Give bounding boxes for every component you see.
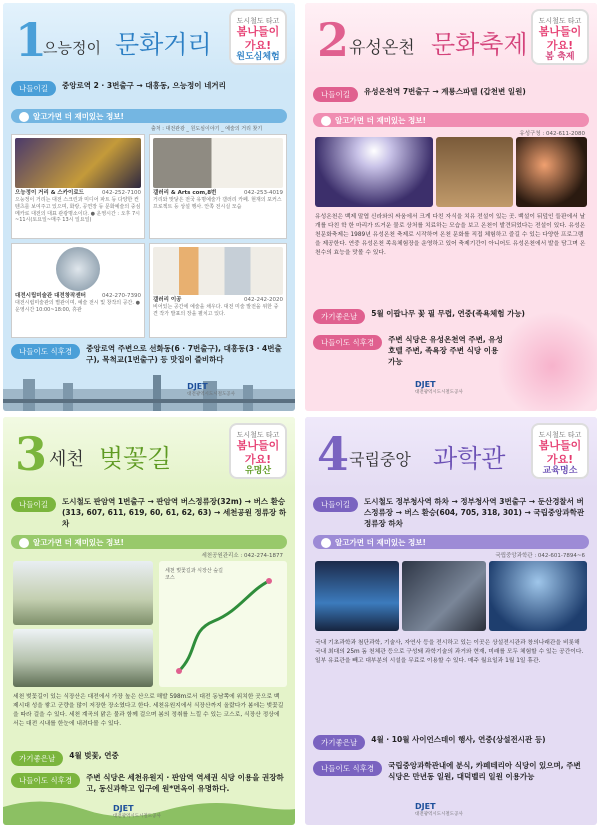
route-row — [313, 497, 589, 530]
info-label: 알고가면 더 재미있는 정보! — [335, 115, 426, 125]
title-small: 세천 — [49, 449, 84, 470]
info-label: 알고가면 더 재미있는 정보! — [33, 537, 124, 547]
food-text: 주변 식당은 유성온천역 주변, 유성호텔 주변, 족욕장 주변 식당 이용 가능 — [388, 335, 503, 366]
info-bar — [313, 113, 589, 127]
badge-tag: 교육명소 — [542, 465, 578, 476]
badge-line2: 봄나들이 가요! — [538, 25, 582, 52]
card-name: 갤러리 & Arts com,8번 — [153, 190, 217, 196]
food-row — [313, 335, 507, 368]
badge-line1: 도시철도 타고 — [538, 431, 582, 439]
food-row — [11, 773, 287, 795]
route-text: 유성온천역 7번출구 → 계룡스파텔 (갑천변 일원) — [363, 87, 526, 96]
poster-number: 1 — [15, 13, 48, 67]
poster-science-museum — [305, 417, 597, 825]
company-logo — [415, 802, 463, 817]
gallery-photo — [153, 138, 283, 188]
route-label: 나들이길 — [11, 81, 56, 96]
company-logo — [187, 382, 235, 397]
company-logo — [415, 380, 463, 395]
route-label: 나들이길 — [313, 87, 358, 102]
card-name: 으능정이 거리 & 스카이로드 — [15, 190, 84, 196]
bulb-icon — [321, 538, 331, 548]
food-label: 나들이도 식후경 — [11, 344, 80, 359]
map-label: 세천 벚꽃길과 식장산 숲길 코스 — [165, 568, 223, 581]
info-tel: 유성구청 : 042-611-2080 — [519, 131, 585, 137]
logo-text: DJET — [113, 804, 134, 813]
period-label: 가기좋은날 — [313, 309, 365, 324]
card-name: 대전시립미술관 대전창작센터 — [15, 293, 86, 299]
footbath-photo — [436, 137, 513, 207]
badge-tag: 봄 축제 — [545, 51, 575, 62]
badge-line2: 봄나들이 가요! — [236, 25, 280, 52]
company-logo — [113, 804, 161, 819]
route-row — [313, 87, 589, 102]
logo-text: DJET — [187, 382, 208, 391]
food-label: 나들이도 식후경 — [313, 335, 382, 350]
description: 국내 기초과학과 첨단과학, 기술사, 자연사 등을 전시하고 있는 이곳은 상설전시관과 창의나래관을 비롯해 국내 최대의 25m 돔 천체관 등으로 구성돼 과학기술의 과거와 현재, 미래를 모두 체험할 수 있는 공간이다. 일부 유료관을 빼고 대부분의 시설을 무료로 이용할 수 있다. 매주 월요일과 1월 1일 휴관. — [315, 640, 584, 664]
badge-line2: 봄나들이 가요! — [236, 439, 280, 466]
route-row — [11, 81, 287, 96]
card-tel: 042-253-4019 — [244, 190, 283, 196]
poster-yuseong — [305, 3, 597, 411]
company-name: 대전광역시도시철도공사 — [415, 812, 463, 817]
route-text: 도시철도 정부청사역 하차 → 정부청사역 3번출구 → 둔산경찰서 버스정류장 → 버스 환승(604, 705, 318, 301) → 국립중앙과학관 정류장 하차 — [363, 497, 585, 528]
bulb-icon — [19, 112, 29, 122]
route-text: 도시철도 판암역 1번출구 → 판암역 버스정류장(32m) → 버스 환승(313, 607, 611, 619, 60, 61, 62, 63) → 세천공원 정류장 하차 — [61, 497, 287, 528]
period-label: 가기좋은날 — [313, 735, 365, 750]
bulb-icon — [19, 538, 29, 548]
poster-number: 4 — [317, 427, 350, 481]
museum-photo — [56, 247, 100, 291]
city-skyline — [3, 371, 295, 411]
route-label: 나들이길 — [313, 497, 358, 512]
badge-line2: 봄나들이 가요! — [538, 439, 582, 466]
info-card — [149, 243, 287, 338]
poster-secheon — [3, 417, 295, 825]
info-bar — [11, 109, 287, 123]
rocket-photo — [402, 561, 486, 631]
cherry-road-photo — [13, 561, 153, 625]
planetarium-photo — [489, 561, 587, 631]
card-tel: 042-252-7100 — [102, 190, 141, 196]
route-label: 나들이길 — [11, 497, 56, 512]
info-tel: 국립중앙과학관 : 042-601-7894~6 — [495, 553, 585, 559]
food-label: 나들이도 식후경 — [313, 761, 382, 776]
description: 세천 벚꽃길이 있는 식장산은 대전에서 가장 높은 산으로 해발 598m로서 대전 동남쪽에 위치한 곳으로 백제시대 성을 쌓고 군량을 많이 저장한 장소였다고 한다. 세천유원지에서 식장산까지 올랐다가 봄에는 벚꽃길을 따라 걸을 수 있다. 세천 계곡의 맑은 물과 함께 걸으며 봄의 정취를 느낄 수 있는 코스로, 식장산 정상에서는 대전 시내를 한눈에 내려다볼 수 있다. — [13, 694, 284, 727]
info-tel: 세천공원관리소 : 042-274-1877 — [201, 553, 283, 559]
title-big: 벚꽃길 — [99, 444, 172, 473]
title-big: 문화거리 — [115, 30, 212, 59]
bulb-icon — [321, 116, 331, 126]
logo-text: DJET — [415, 802, 436, 811]
card-name: 갤러리 이공 — [153, 297, 182, 303]
info-source: 출처 : 대전관광 _ 원도심이야기 _ 예술의 거리 찾기 — [151, 126, 263, 132]
info-bar — [11, 535, 287, 549]
exhibit-hall-photo — [315, 561, 399, 631]
blossom-decoration — [497, 311, 597, 411]
card-tel: 042-270-7390 — [102, 293, 141, 299]
badge-tag: 원도심체험 — [236, 51, 280, 62]
title-small: 유성온천 — [349, 38, 415, 58]
spring-badge — [531, 423, 589, 479]
badge-line1: 도시철도 타고 — [538, 17, 582, 25]
period-label: 가기좋은날 — [11, 751, 63, 766]
blossom-photo — [13, 629, 153, 687]
info-card — [11, 134, 145, 239]
exhibit-photo — [153, 247, 283, 295]
food-text: 주변 식당은 세천유원지 · 판암역 역세권 식당 이용을 권장하고, 동신과학고 입구에 원*면옥이 유명하다. — [86, 773, 284, 793]
info-label: 알고가면 더 재미있는 정보! — [335, 537, 426, 547]
period-row — [11, 751, 287, 766]
badge-line1: 도시철도 타고 — [236, 17, 280, 25]
spring-badge — [531, 9, 589, 65]
title-small: 으능정이 — [43, 39, 101, 57]
period-row — [313, 735, 589, 750]
card-tel: 042-242-2020 — [244, 297, 283, 303]
food-row — [11, 344, 287, 366]
description: 유성온천은 백제 말엽 신라와의 싸움에서 크게 다친 자식을 치유 전설이 있는 곳. 백설이 뒤덮인 들판에서 날개를 다친 학 한 마리가 뜨거운 물로 상처를 치료하는 모습을 보고 온천이 발견되었다는 전설이 있다. 유성온천문화축제는 1989년 유성온천 축제로 시작하여 온천 문화를 직접 체험하고 즐길 수 있는 다양한 프로그램을 제공한다. 연중 유성온천 족욕체험장을 운영하고 있어 축제기간이 아니어도 유성온천에서 발을 담그며 온천수의 효능을 맛볼 수 있다. — [315, 214, 586, 256]
period-text: 4월 · 10월 사이언스데이 행사, 연중(상설전시관 등) — [371, 735, 546, 744]
company-name: 대전광역시도시철도공사 — [187, 392, 235, 397]
festival-photo — [315, 137, 433, 207]
poster-eunhaengjeongi — [3, 3, 295, 411]
info-card — [11, 243, 145, 338]
company-name: 대전광역시도시철도공사 — [113, 814, 161, 819]
route-row — [11, 497, 287, 530]
poster-number: 2 — [317, 13, 350, 67]
period-text: 4월 벚꽃, 연중 — [69, 751, 119, 760]
food-label: 나들이도 식후경 — [11, 773, 80, 788]
card-desc: 비어있는 공간에 예술을 채우다. 대전 미술 발전을 위한 중견 작가 발표의 장을 펼치고 있다. — [153, 304, 279, 317]
food-text: 중앙로역 주변으로 선화동(6 · 7번출구), 대흥동(3 · 4번출구), 목척교(1번출구) 등 맛집이 즐비하다 — [86, 344, 282, 364]
card-desc: 으능정이 거리는 대전 스크린과 미디어 파트 등 다양한 컨텐츠를 보여주고 있으며, 화랑, 공연장 등 문화예술의 중심 메카로 대전의 대표 관광명소이다. ● 운영시간 : 오후 7시~11시(토요일~매주 13시 일요일) — [15, 197, 141, 224]
info-card — [149, 134, 287, 239]
logo-text: DJET — [415, 380, 436, 389]
period-text: 5월 이팝나무 꽃 필 무렵, 연중(족욕체험 가능) — [371, 309, 525, 318]
info-label: 알고가면 더 재미있는 정보! — [33, 111, 124, 121]
spring-badge — [229, 423, 287, 479]
title-small: 국립중앙 — [349, 450, 411, 469]
route-text: 중앙로역 2 · 3번출구 → 대흥동, 으능정이 네거리 — [61, 81, 226, 90]
info-bar — [313, 535, 589, 549]
poster-number: 3 — [15, 427, 48, 481]
route-map — [159, 561, 287, 687]
card-desc: 거리와 맞닿은 전국 유명예술가 갤러리 카페. 현재의 포커스 프로젝트 등 상설 행사. 안쪽 전시실 모습 — [153, 197, 282, 210]
card-desc: 대전시립미술관의 별관이며, 예술 전시 및 창작의 공간. ● 운영시간 10:00~18:00, 휴관 — [15, 300, 140, 313]
company-name: 대전광역시도시철도공사 — [415, 390, 463, 395]
food-text: 국립중앙과학관내에 분식, 카페테리아 식당이 있으며, 주변 식당은 만년동 일원, 대덕벨리 일원 이용가능 — [388, 761, 581, 781]
badge-tag: 유명산 — [244, 465, 272, 476]
spring-badge — [229, 9, 287, 65]
night-photo — [516, 137, 587, 207]
title-big: 과학관 — [433, 444, 506, 473]
badge-line1: 도시철도 타고 — [236, 431, 280, 439]
food-row — [313, 761, 589, 783]
street-photo — [15, 138, 141, 188]
route-line — [159, 561, 287, 687]
title-big: 문화축제 — [431, 30, 528, 59]
